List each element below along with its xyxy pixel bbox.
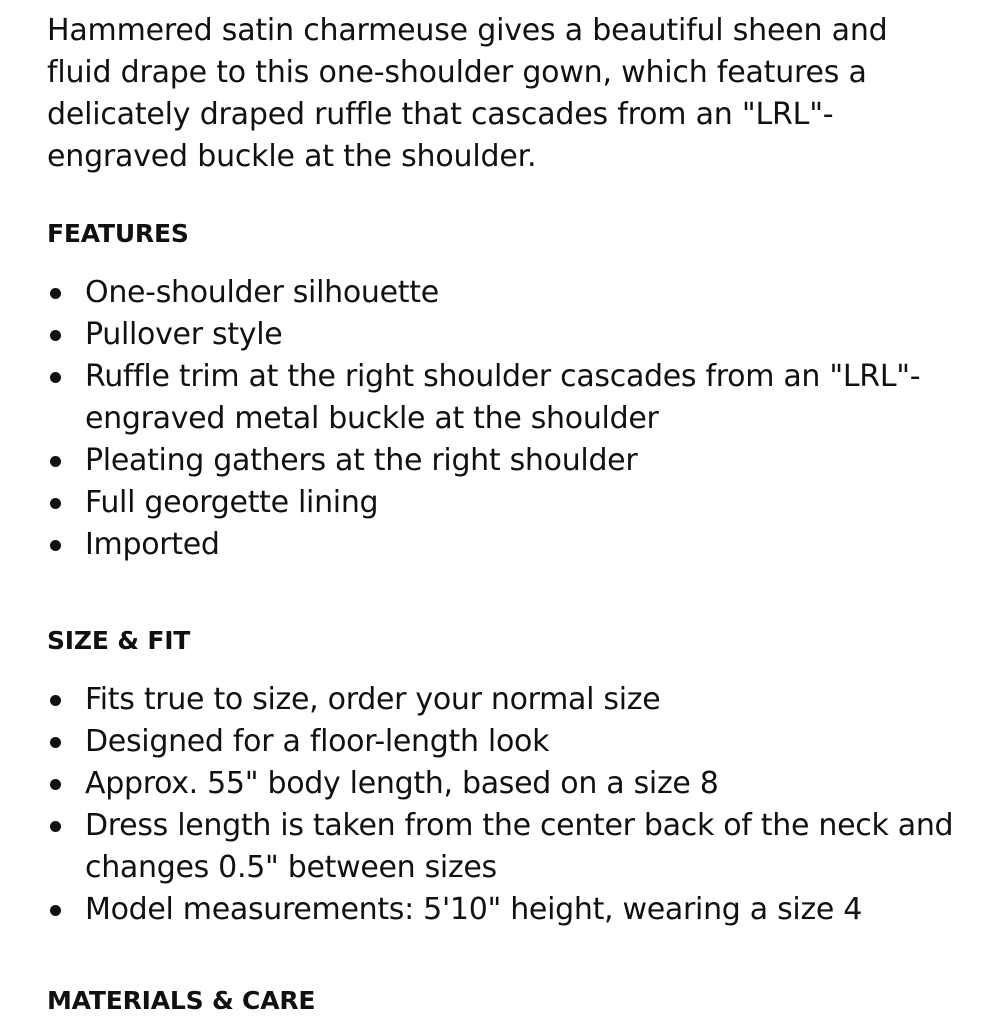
bullet-dot-icon	[50, 779, 61, 790]
size-fit-list	[47, 679, 962, 931]
size-fit-list-item	[47, 763, 962, 805]
size-fit-list-item	[47, 721, 962, 763]
size-fit-list-item	[47, 889, 962, 931]
size-fit-item-text: Dress length is taken from the center back of the neck and changes 0.5" between sizes	[85, 808, 954, 885]
features-list-item	[47, 356, 962, 440]
size-fit-item-text: Model measurements: 5'10" height, wearing a size 4	[85, 892, 863, 927]
features-item-text: Full georgette lining	[85, 485, 379, 520]
materials-care-heading: MATERIALS & CARE	[47, 986, 316, 1015]
bullet-dot-icon	[50, 330, 61, 341]
bullet-dot-icon	[50, 498, 61, 509]
bullet-dot-icon	[50, 540, 61, 551]
size-fit-item-text: Designed for a floor-length look	[85, 724, 550, 759]
bullet-dot-icon	[50, 737, 61, 748]
bullet-dot-icon	[50, 821, 61, 832]
features-item-text: Ruffle trim at the right shoulder cascades from an "LRL"-engraved metal buckle at the shoulder	[85, 359, 921, 436]
size-fit-item-text: Fits true to size, order your normal size	[85, 682, 661, 717]
product-description: Hammered satin charmeuse gives a beautiful sheen and fluid drape to this one-shoulder gown, which features a delicately draped ruffle that cascades from an "LRL"-engraved buckle at the shoulder.	[47, 13, 888, 174]
features-item-text: One-shoulder silhouette	[85, 275, 439, 310]
bullet-dot-icon	[50, 372, 61, 383]
features-heading: FEATURES	[47, 219, 189, 248]
features-list	[47, 272, 962, 566]
features-list-item	[47, 440, 962, 482]
size-fit-item-text: Approx. 55" body length, based on a size 8	[85, 766, 719, 801]
size-fit-list-item	[47, 805, 962, 889]
bullet-dot-icon	[50, 905, 61, 916]
size-fit-list-item	[47, 679, 962, 721]
bullet-dot-icon	[50, 456, 61, 467]
size-fit-heading: SIZE & FIT	[47, 626, 191, 655]
bullet-dot-icon	[50, 695, 61, 706]
features-list-item	[47, 314, 962, 356]
features-item-text: Imported	[85, 527, 220, 562]
bullet-dot-icon	[50, 288, 61, 299]
features-list-item	[47, 482, 962, 524]
features-list-item	[47, 524, 962, 566]
features-item-text: Pullover style	[85, 317, 283, 352]
features-item-text: Pleating gathers at the right shoulder	[85, 443, 638, 478]
features-list-item	[47, 272, 962, 314]
